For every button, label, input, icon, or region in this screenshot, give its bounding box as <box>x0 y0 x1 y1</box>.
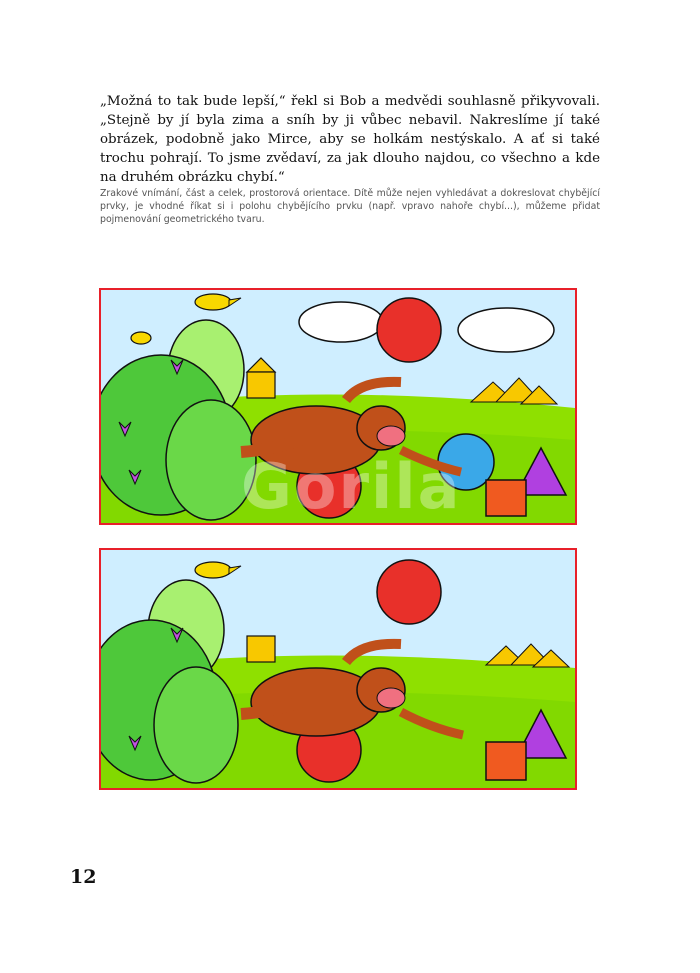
picture-missing-items <box>99 548 577 790</box>
cloud-right <box>458 308 554 352</box>
story-paragraph: „Možná to tak bude lepší,“ řekl si Bob a medvědi souhlasně přikyvovali. „Stejně by jí byla zima a sníh by ji vůbec nebavil. Nakreslíme jí také obrázek, podobně jako Mirce, aby se holkám nestýskalo. A ať si také trochu pohrají. To jsme zvědaví, za jak dlouho najdou, co všechno a kde na druhém obrázku chybí.“ <box>100 94 600 185</box>
teacher-note: Zrakové vnímání, část a celek, prostorová orientace. Dítě může nejen vyhledávat a dokreslovat chybějící prvky, je vhodné říkat si i polohu chybějícího prvku (např. vpravo nahoře chybí...), můžeme přidat pojmenování geometrického tvaru. <box>100 188 600 225</box>
page-number: 12 <box>70 866 97 888</box>
house-shape <box>247 636 275 662</box>
orange-square <box>486 742 526 780</box>
red-ball-top <box>377 298 441 362</box>
cloud-left <box>299 302 383 342</box>
scene-missing <box>101 550 575 788</box>
picture-complete <box>99 288 577 525</box>
orange-square <box>486 480 526 516</box>
bird-small <box>131 332 151 344</box>
watermark: Gorila <box>241 450 462 523</box>
story-text <box>100 92 600 187</box>
red-ball-top <box>377 560 441 624</box>
